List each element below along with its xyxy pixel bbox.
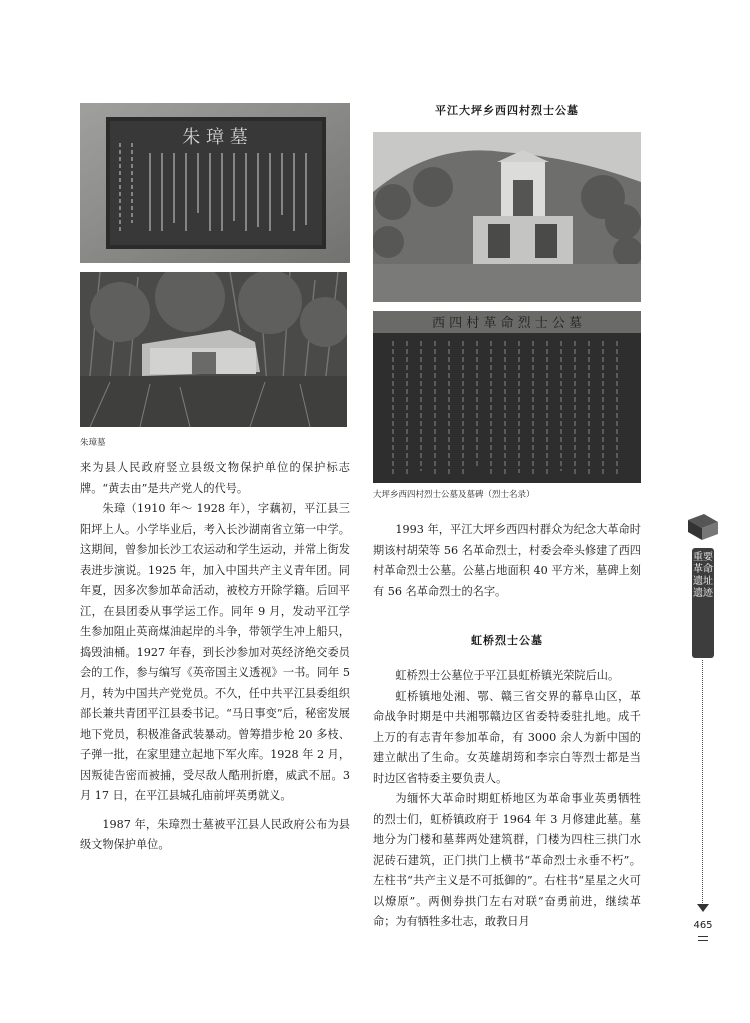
side-dotted-line <box>702 660 703 905</box>
page-mark-line <box>698 940 708 941</box>
right-paragraph: 1993 年，平江大坪乡西四村群众为纪念大革命时期该村胡荣等 56 名革命烈士，村委会牵头修建了西四村革命烈士公墓。公墓占地面积 40 平方米，墓碑上刻有 56 名革命烈士的名字。 <box>373 523 641 598</box>
left-paragraph: 来为县人民政府竖立县级文物保护单位的保护标志牌。“黄去由”是共产党人的代号。 <box>80 461 350 495</box>
right-paragraph: 虹桥镇地处湘、鄂、赣三省交界的幕阜山区，革命战争时期是中共湘鄂赣边区省委特委驻扎地。成千上万的有志青年参加革命，有 3000 余人为新中国的建立献出了生命。女英雄胡筠和李宗白等烈士都是当时边区省特委主要负责人。 <box>373 689 641 785</box>
right-text-top <box>373 520 641 602</box>
left-text-column <box>80 458 350 856</box>
side-tab-label: 重要革命遗址遗迹 <box>692 548 714 658</box>
left-photo-caption: 朱璋墓 <box>80 438 106 448</box>
left-paragraph: 朱璋（1910 年～ 1928 年），字藕初，平江县三阳坪上人。小学毕业后，考入长沙湖南省立第一中学。这期间，曾参加长沙工农运动和学生运动，并常上街发表进步演说。1925 年，加入中国共产主义青年团。同年夏，因多次参加革命活动，被校方开除学籍。后回平江，在县团委从事学运工作。同年 9 月，发动平江学生参加阻止英商煤油起岸的斗争，带领学生冲上船只，捣毁油桶。1927 年春，到长沙参加对英经济绝交委员会的工作，参与编写《英帝国主义透视》一书。同年 5 月，转为中国共产党党员。不久，任中共平江县委组织部长兼共青团平江县委书记。“马日事变”后，秘密发展地下党员，积极准备武装暴动。曾筹措步枪 20 多枝、子弹一批，在家里建立起地下军火库。1928 年 2 月，因叛徒告密而被捕，受尽敌人酷刑折磨，威武不屈。3 月 17 日，在平江县城孔庙前坪英勇就义。 <box>80 502 351 802</box>
down-arrow-icon <box>697 904 709 912</box>
section-heading-xisi: 平江大坪乡西四村烈士公墓 <box>435 104 579 117</box>
right-photo-caption: 大坪乡西四村烈士公墓及墓碑（烈士名录） <box>373 490 535 500</box>
section-heading-hongqiao: 虹桥烈士公墓 <box>471 634 543 647</box>
right-paragraph: 为缅怀大革命时期虹桥地区为革命事业英勇牺牲的烈士们，虹桥镇政府于 1964 年 3 月修建此墓。墓地分为门楼和墓葬两处建筑群，门楼为四柱三拱门水泥砖石建筑，正门拱门上横书“革命烈士永垂不朽”。左柱书“共产主义是不可抵御的”。右柱书“星星之火可以燎原”。两侧券拱门左右对联“奋勇前进，继续革命；为有牺牲多壮志，敢教日月 <box>373 792 641 928</box>
book-icon <box>686 512 720 542</box>
right-text-bottom <box>373 666 641 933</box>
left-paragraph: 1987 年，朱璋烈士墓被平江县人民政府公布为县级文物保护单位。 <box>80 817 350 851</box>
page-mark-line <box>698 936 708 937</box>
page-number: 465 <box>693 920 713 931</box>
xisi-tablet-photo <box>373 311 641 483</box>
zhu-zhang-tablet-photo <box>80 103 350 263</box>
right-paragraph: 虹桥烈士公墓位于平江县虹桥镇光荣院后山。 <box>395 669 620 682</box>
memorial-title-text: 西 四 村 革 命 烈 士 公 墓 <box>431 316 583 331</box>
zhu-zhang-tomb-photo <box>80 272 347 427</box>
xisi-cemetery-photo <box>373 132 641 302</box>
tablet-title-text: 朱 璋 墓 <box>182 127 248 148</box>
